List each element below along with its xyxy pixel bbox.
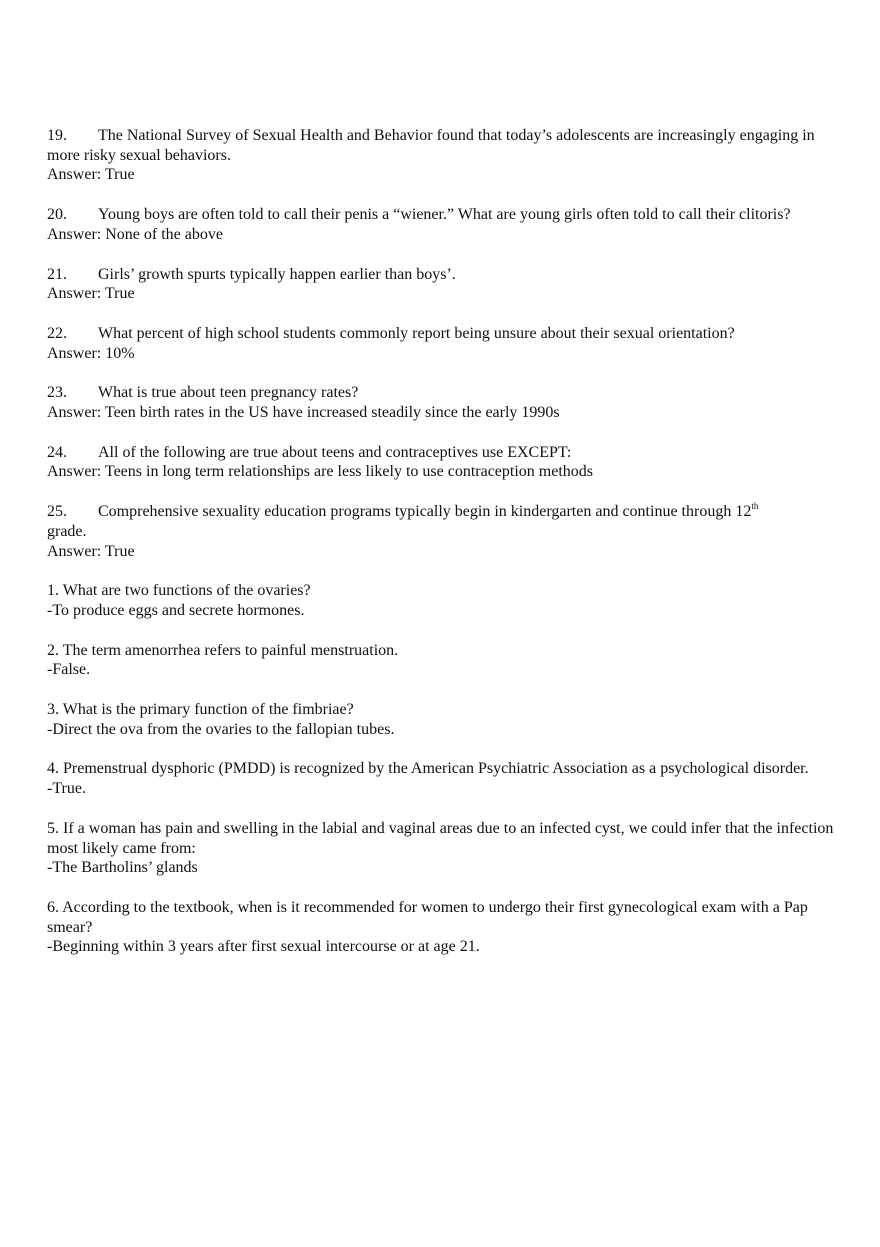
answer-text: -To produce eggs and secrete hormones.: [47, 601, 305, 619]
question-block-21: [47, 265, 837, 304]
answer-text: Answer: Teen birth rates in the US have increased steadily since the early 1990s: [47, 404, 560, 422]
question-text: 2. The term amenorrhea refers to painful menstruation.: [47, 641, 399, 659]
question-text: [47, 205, 837, 225]
short-question-block-2: [47, 641, 837, 680]
question-text: [47, 502, 837, 541]
question-block-23: [47, 383, 837, 422]
question-body: The National Survey of Sexual Health and Behavior found that today’s adolescents are increasingly engaging in more risky sexual behaviors.: [47, 127, 815, 164]
question-block-19: [47, 126, 837, 185]
question-text: 1. What are two functions of the ovaries?: [47, 582, 311, 600]
question-body-continued: grade.: [47, 522, 87, 540]
question-number: 23.: [47, 384, 67, 402]
question-text: 6. According to the textbook, when is it recommended for women to undergo their first gynecological exam with a Pap smear?: [47, 898, 808, 936]
short-question-block-1: [47, 581, 837, 620]
answer-text: -True.: [47, 780, 86, 798]
question-text: 4. Premenstrual dysphoric (PMDD) is recognized by the American Psychiatric Association as a psychological disorder.: [47, 760, 809, 778]
question-body: All of the following are true about teens and contraceptives use EXCEPT:: [98, 443, 572, 461]
question-body: What percent of high school students commonly report being unsure about their sexual orientation?: [98, 324, 735, 342]
answer-text: Answer: Teens in long term relationships are less likely to use contraception methods: [47, 463, 594, 481]
question-body: What is true about teen pregnancy rates?: [98, 384, 359, 402]
question-text: [47, 265, 837, 285]
short-question-block-5: [47, 819, 837, 878]
question-number: 19.: [47, 127, 67, 144]
question-text: [47, 324, 837, 344]
document-content: [47, 126, 837, 977]
answer-text: Answer: True: [47, 166, 135, 184]
question-text: [47, 126, 837, 165]
answer-text: -The Bartholins’ glands: [47, 859, 198, 877]
question-number: 25.: [47, 503, 67, 521]
answer-text: -False.: [47, 661, 91, 679]
question-block-22: [47, 324, 837, 363]
question-text: [47, 383, 837, 403]
question-number: 24.: [47, 443, 67, 461]
answer-text: Answer: 10%: [47, 344, 135, 362]
question-body: Girls’ growth spurts typically happen earlier than boys’.: [98, 265, 456, 283]
question-block-25: [47, 502, 837, 561]
question-block-24: [47, 443, 837, 482]
answer-text: Answer: True: [47, 542, 135, 560]
ordinal-suffix: th: [751, 501, 759, 512]
short-question-block-4: [47, 759, 837, 798]
answer-text: Answer: None of the above: [47, 225, 223, 243]
answer-text: -Beginning within 3 years after first sexual intercourse or at age 21.: [47, 938, 480, 956]
question-text: 3. What is the primary function of the fimbriae?: [47, 701, 354, 719]
question-text: [47, 443, 837, 463]
short-question-block-3: [47, 700, 837, 739]
question-number: 22.: [47, 324, 67, 342]
answer-text: Answer: True: [47, 285, 135, 303]
question-number: 20.: [47, 206, 67, 224]
question-text: 5. If a woman has pain and swelling in the labial and vaginal areas due to an infected cyst, we could infer that the infection most likely came from:: [47, 819, 834, 857]
short-question-block-6: [47, 898, 837, 957]
question-body: Comprehensive sexuality education programs typically begin in kindergarten and continue through 12: [98, 503, 752, 521]
question-number: 21.: [47, 265, 67, 283]
answer-text: -Direct the ova from the ovaries to the fallopian tubes.: [47, 720, 395, 738]
question-block-20: [47, 205, 837, 244]
question-body: Young boys are often told to call their penis a “wiener.” What are young girls often told to call their clitoris?: [98, 206, 791, 224]
